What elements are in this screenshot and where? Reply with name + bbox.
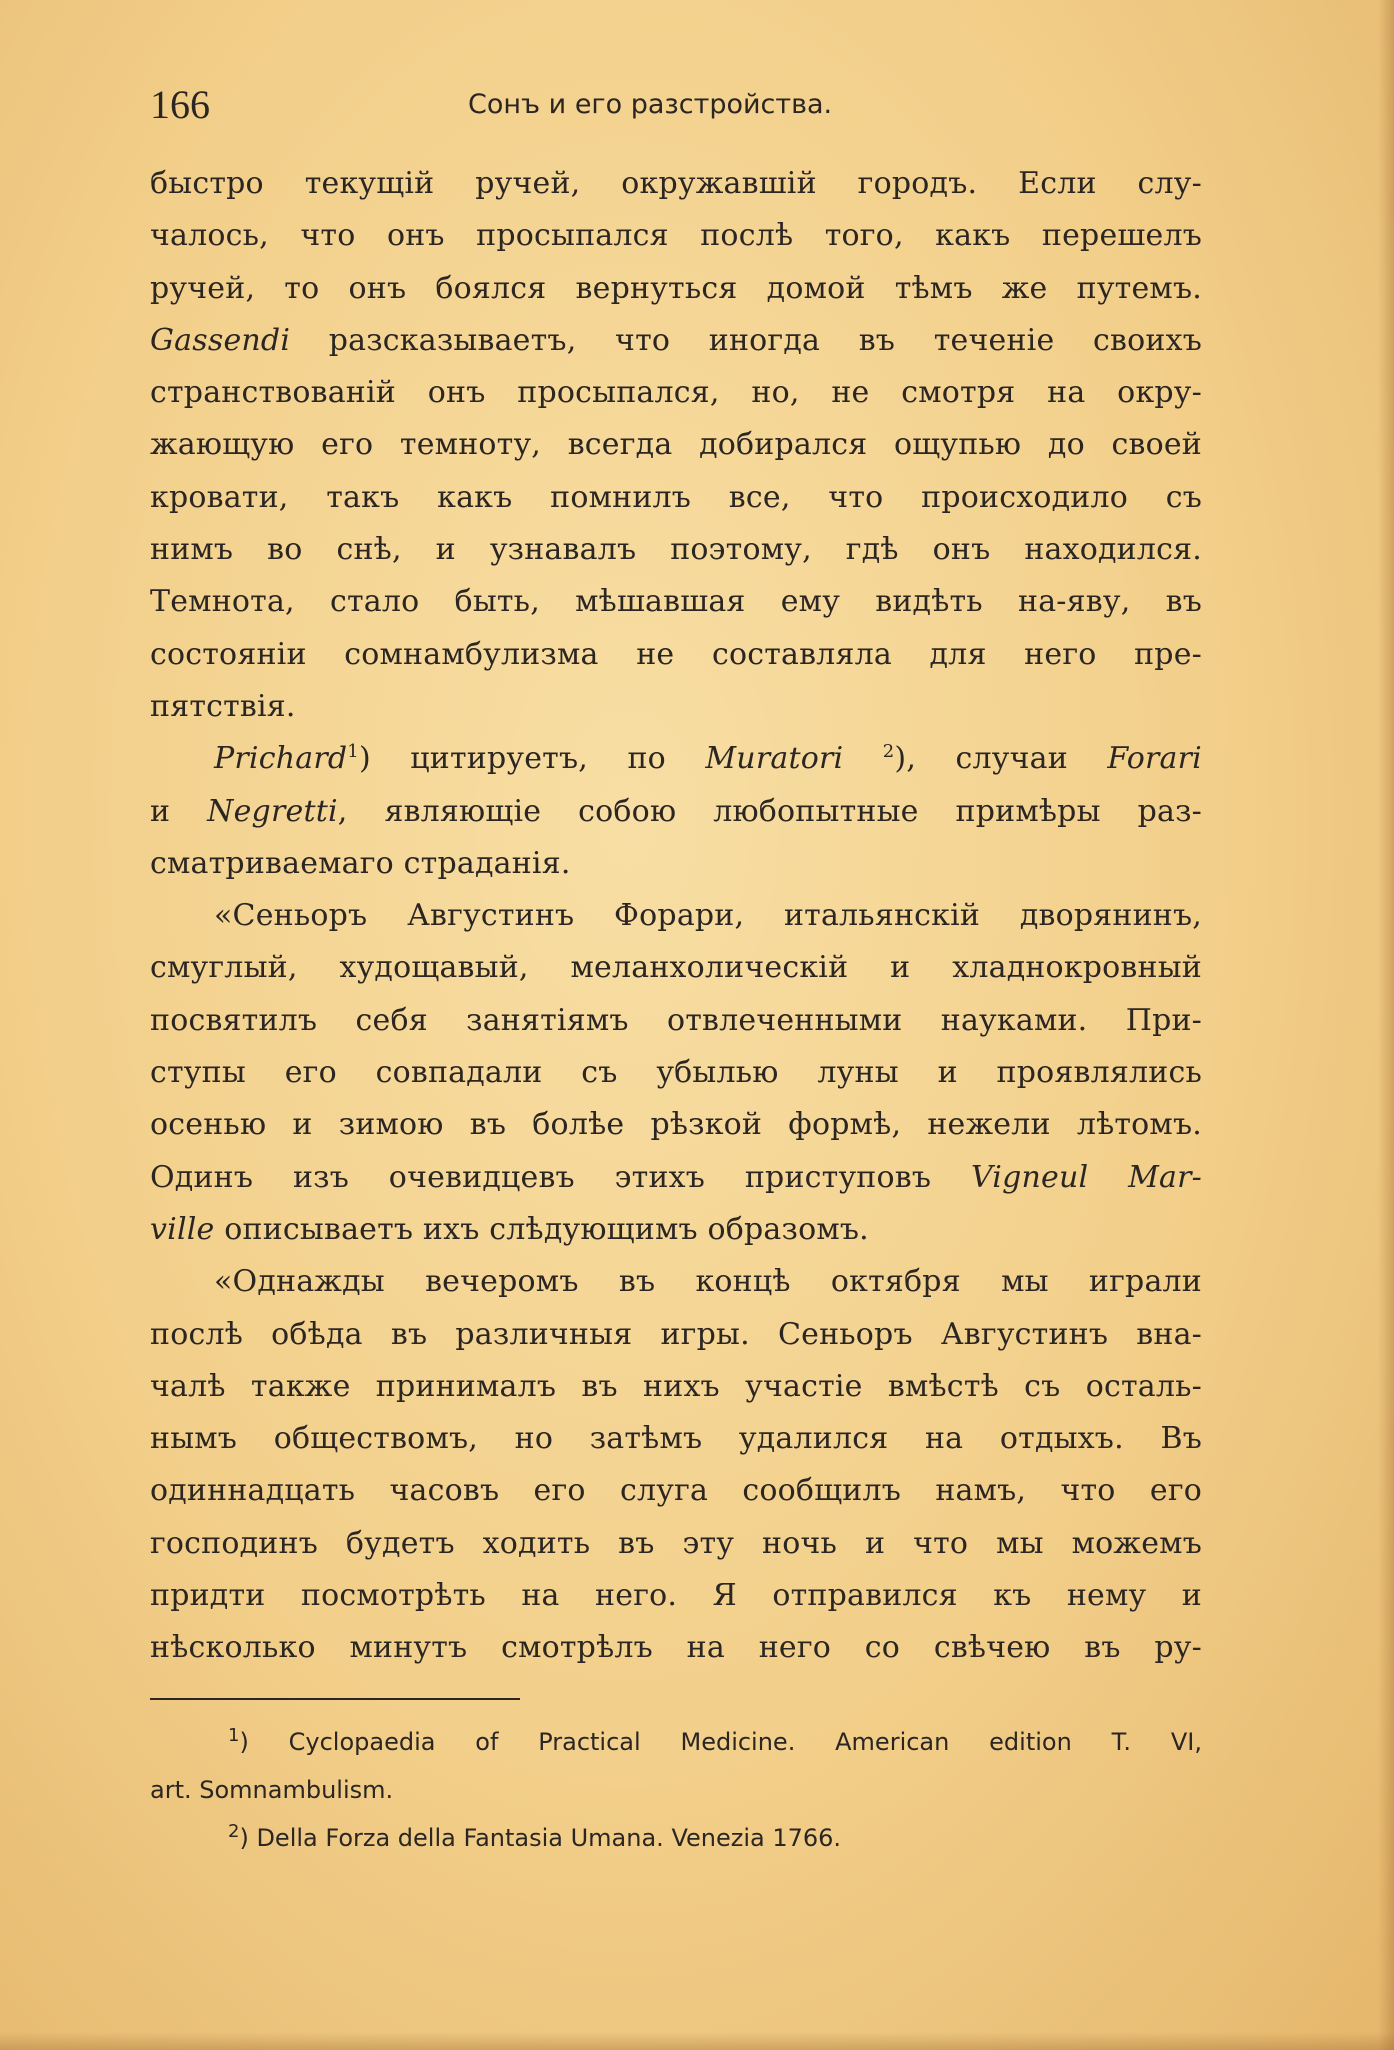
text-line: кровати, такъ какъ помнилъ все, что происходило съ (150, 479, 1202, 515)
text-fragment: разсказываетъ, что иногда въ теченіе своихъ (328, 322, 1202, 358)
text-line (150, 315, 1202, 367)
running-head (150, 80, 1202, 130)
footnote-2 (150, 1814, 1202, 1862)
page-number: 166 (150, 82, 210, 127)
text-line: нѣсколько минутъ смотрѣлъ на него со свѣчею въ ру- (150, 1630, 1202, 1666)
text-line: ручей, то онъ боялся вернуться домой тѣмъ же путемъ. (150, 270, 1202, 306)
text-fragment: , случаи (906, 741, 1068, 777)
text-line: нимъ во снѣ, и узнавалъ поэтому, гдѣ онъ находился. (150, 532, 1202, 568)
text-line: осенью и зимою въ болѣе рѣзкой формѣ, нежели лѣтомъ. (150, 1107, 1202, 1143)
footnote-1 (150, 1718, 1202, 1766)
text-line (150, 786, 1202, 838)
text-line: придти посмотрѣть на него. Я отправился къ нему и (150, 1578, 1202, 1614)
footnote-text: ) Cyclopaedia of Practical Medicine. American edition T. VI, (239, 1728, 1202, 1756)
text-line: послѣ обѣда въ различныя игры. Сеньоръ Августинъ вна- (150, 1316, 1202, 1352)
name-gassendi: Gassendi (150, 322, 291, 358)
text-line (150, 1204, 1202, 1256)
text-line (150, 1152, 1202, 1204)
text-fragment: цитируетъ, по (410, 741, 666, 777)
text-fragment: и (150, 793, 171, 829)
footnote-mark: 2 (228, 1821, 240, 1842)
text-line: сматриваемаго страданія. (150, 845, 571, 881)
footnote-ref: 1 (347, 741, 359, 763)
text-line: ступы его совпадали съ убылью луны и проявлялись (150, 1055, 1202, 1091)
footnote-1-continued: art. Somnambulism. (150, 1776, 394, 1804)
text-line: «Сеньоръ Августинъ Форари, итальянскій дворянинъ, (214, 898, 1202, 934)
footnote-separator (150, 1698, 520, 1700)
text-line: «Однажды вечеромъ въ концѣ октября мы играли (214, 1264, 1202, 1300)
name-marville: ville (150, 1211, 215, 1247)
text-line: нымъ обществомъ, но затѣмъ удалился на отдыхъ. Въ (150, 1421, 1202, 1457)
name-vigneul: Vigneul Mar- (970, 1159, 1202, 1195)
text-fragment: описываетъ ихъ слѣдующимъ образомъ. (224, 1211, 869, 1247)
body-text (150, 158, 1202, 1675)
text-line: смуглый, худощавый, меланхолическій и хладнокровный (150, 950, 1202, 986)
text-fragment: Одинъ изъ очевидцевъ этихъ приступовъ (150, 1159, 932, 1195)
page-bottom-shadow (0, 2032, 1394, 2050)
text-line: пятствія. (150, 688, 296, 724)
running-title: Сонъ и его разстройства. (468, 89, 833, 120)
text-line: Темнота, стало быть, мѣшавшая ему видѣть на-яву, въ (150, 584, 1202, 620)
footnotes (150, 1718, 1202, 1862)
footnote-text: ) Della Forza della Fantasia Umana. Venezia 1766. (239, 1824, 842, 1852)
text-line: чалѣ также принималъ въ нихъ участіе вмѣстѣ съ осталь- (150, 1368, 1202, 1404)
footnote-mark: 1 (228, 1725, 240, 1746)
text-line: состояніи сомнамбулизма не составляла для него пре- (150, 636, 1202, 672)
page-edge-shadow (1378, 0, 1394, 2050)
name-prichard: Prichard (214, 741, 348, 777)
text-line: быстро текущій ручей, окружавшій городъ. Если слу- (150, 166, 1202, 201)
text-line: Prichard$^1$) цитируетъ, по Muratori $^2$), случаи Forari (214, 741, 1202, 777)
text-line: посвятилъ себя занятіямъ отвлеченными науками. При- (150, 1002, 1202, 1038)
name-muratori: Muratori (705, 741, 844, 777)
name-forari: Forari (1107, 741, 1202, 777)
text-line: странствованій онъ просыпался, но, не смотря на окру- (150, 375, 1202, 411)
text-line: одиннадцать часовъ его слуга сообщилъ намъ, что его (150, 1473, 1202, 1509)
text-line: чалось, что онъ просыпался послѣ того, какъ перешелъ (150, 218, 1202, 254)
text-line: жающую его темноту, всегда добирался ощупью до своей (150, 427, 1202, 463)
footnote-ref: 2 (882, 741, 895, 763)
text-fragment: , являющіе собою любопытные примѣры раз- (337, 793, 1202, 829)
name-negretti: Negretti (207, 793, 338, 829)
text-line: господинъ будетъ ходить въ эту ночь и что мы можемъ (150, 1525, 1202, 1561)
